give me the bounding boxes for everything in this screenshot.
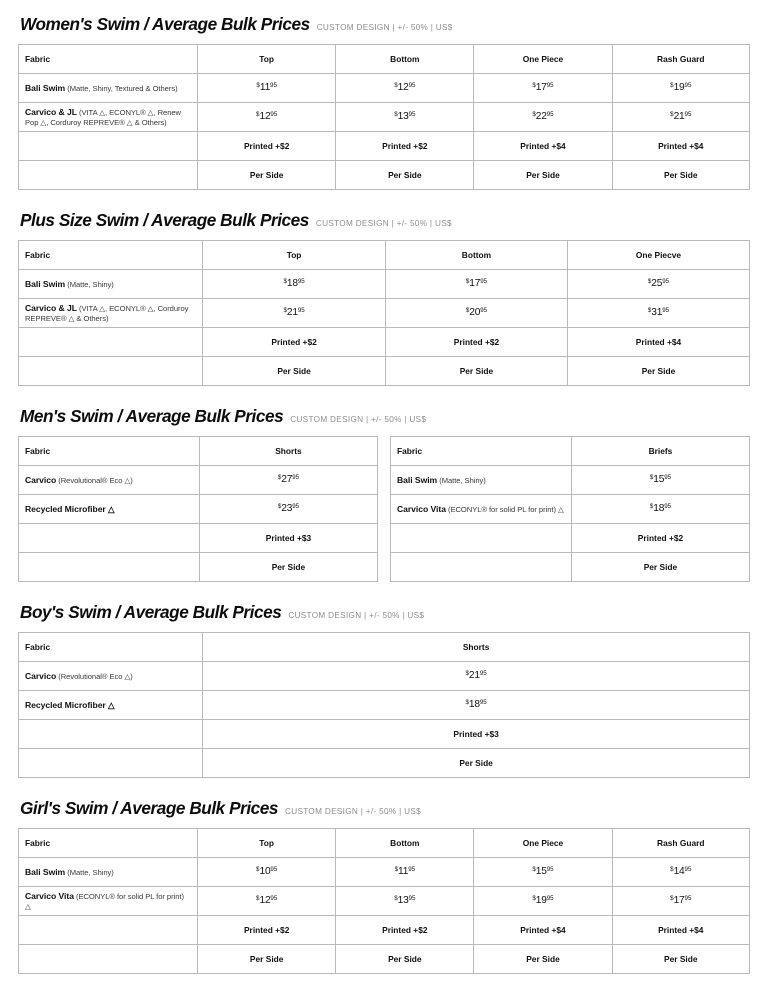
currency-symbol: $ (649, 473, 654, 481)
price-amount: 12 (397, 82, 409, 93)
column-header: Briefs (571, 437, 749, 466)
fabric-name: Carvico & JL (25, 303, 77, 313)
table-header-row (19, 829, 750, 858)
currency-symbol: $ (649, 502, 654, 510)
fabric-description: (Matte, Shiny) (65, 280, 114, 289)
price-cents: 95 (684, 110, 692, 118)
per-side-cell: Per Side (198, 161, 336, 190)
currency-symbol: $ (256, 110, 260, 118)
column-header-fabric: Fabric (19, 829, 198, 858)
fabric-cell (19, 858, 198, 887)
currency-symbol: $ (283, 277, 287, 285)
price-cents: 95 (292, 502, 300, 510)
per-side-cell: Per Side (612, 161, 749, 190)
price-cents: 95 (546, 894, 554, 902)
table-body (19, 437, 378, 582)
price-cents: 95 (662, 306, 670, 314)
currency-symbol: $ (465, 669, 469, 677)
price-amount: 11 (398, 866, 409, 877)
price-cents: 95 (546, 110, 554, 118)
table-row (19, 858, 750, 887)
per-side-cell: Per Side (336, 161, 474, 190)
printed-addon-cell: Printed +$2 (203, 328, 386, 357)
price-cell (474, 858, 612, 887)
price-cell (198, 887, 336, 916)
per-side-cell: Per Side (203, 357, 386, 386)
currency-symbol: $ (394, 81, 398, 89)
price-cell (474, 74, 612, 103)
fabric-cell (391, 466, 572, 495)
table-row (19, 662, 750, 691)
table-row (19, 74, 750, 103)
per-side-cell: Per Side (474, 161, 612, 190)
price-cents: 95 (684, 894, 692, 902)
price-cents: 95 (408, 81, 416, 89)
fabric-name: Carvico (25, 671, 57, 681)
price-cents: 95 (270, 894, 278, 902)
printed-addon-row (391, 524, 750, 553)
table-row (19, 691, 750, 720)
per-side-cell: Per Side (567, 357, 749, 386)
section-mens (18, 406, 750, 582)
fabric-description: (ECONYL® for solid PL for print) △ (25, 892, 184, 911)
table-row (19, 466, 378, 495)
column-header-fabric: Fabric (19, 45, 198, 74)
currency-symbol: $ (670, 110, 674, 118)
price-amount: 23 (281, 503, 293, 514)
currency-symbol: $ (670, 865, 674, 873)
column-header: One Piece (474, 829, 612, 858)
currency-symbol: $ (277, 502, 282, 510)
price-amount: 14 (673, 866, 685, 877)
table-row (19, 103, 750, 132)
column-header: Bottom (336, 45, 474, 74)
currency-symbol: $ (256, 865, 260, 873)
price-table-boys (18, 632, 750, 778)
column-header-fabric: Fabric (19, 241, 203, 270)
price-amount: 22 (535, 111, 547, 122)
price-cents: 95 (546, 81, 554, 89)
per-side-cell: Per Side (385, 357, 567, 386)
table-header-row (19, 633, 750, 662)
empty-cell (19, 524, 200, 553)
section-girls (18, 798, 750, 974)
price-cell (567, 299, 749, 328)
fabric-name: Carvico (25, 475, 57, 485)
price-cell (571, 466, 749, 495)
price-amount: 18 (468, 699, 480, 710)
price-cents: 95 (664, 473, 672, 481)
price-cell (199, 466, 377, 495)
fabric-name: Bali Swim (25, 279, 66, 289)
dual-table-wrap (18, 436, 750, 582)
price-amount: 19 (535, 895, 547, 906)
printed-addon-cell: Printed +$4 (474, 916, 612, 945)
currency-symbol: $ (465, 306, 470, 314)
fabric-cell (19, 691, 203, 720)
empty-cell (19, 132, 198, 161)
price-table-girls (18, 828, 750, 974)
per-side-cell: Per Side (571, 553, 749, 582)
fabric-name: Bali Swim (397, 475, 438, 485)
fabric-description: (Matte, Shiny) (437, 476, 486, 485)
fabric-cell (19, 74, 198, 103)
fabric-description: (Revolutional® Eco △) (56, 672, 133, 681)
currency-symbol: $ (394, 865, 399, 873)
fabric-cell (19, 270, 203, 299)
empty-cell (19, 328, 203, 357)
printed-addon-row (19, 132, 750, 161)
price-cents: 95 (662, 277, 670, 285)
price-amount: 13 (397, 111, 409, 122)
empty-cell (391, 553, 572, 582)
column-header: Top (203, 241, 386, 270)
column-header-fabric: Fabric (19, 437, 200, 466)
section-title: Boy's Swim / Average Bulk Prices (20, 602, 282, 622)
column-header: One Piecve (567, 241, 749, 270)
price-cents: 95 (408, 865, 416, 873)
table-header-row (19, 437, 378, 466)
price-cents: 95 (270, 865, 278, 873)
price-cell (612, 103, 749, 132)
column-header: Rash Guard (612, 829, 749, 858)
fabric-cell (19, 103, 198, 132)
price-table-plus-size (18, 240, 750, 386)
price-cell (612, 74, 749, 103)
price-table-mens-briefs (390, 436, 750, 582)
table-row (19, 495, 378, 524)
section-plus-size (18, 210, 750, 386)
fabric-description: (Matte, Shiny) (65, 868, 114, 877)
fabric-cell (19, 662, 203, 691)
currency-symbol: $ (465, 277, 470, 285)
table-row (19, 887, 750, 916)
price-cell (198, 858, 336, 887)
fabric-cell (391, 495, 572, 524)
section-title: Women's Swim / Average Bulk Prices (20, 14, 310, 34)
empty-cell (19, 916, 198, 945)
price-cents: 95 (664, 502, 672, 510)
price-cell (612, 887, 749, 916)
currency-symbol: $ (532, 894, 536, 902)
section-title: Girl's Swim / Average Bulk Prices (20, 798, 278, 818)
price-cell (612, 858, 749, 887)
price-amount: 12 (259, 895, 271, 906)
table-body (19, 45, 750, 190)
empty-cell (391, 524, 572, 553)
currency-symbol: $ (394, 894, 398, 902)
currency-symbol: $ (647, 277, 652, 285)
fabric-name: Bali Swim (25, 83, 66, 93)
printed-addon-cell: Printed +$4 (612, 916, 749, 945)
currency-symbol: $ (532, 865, 536, 873)
empty-cell (19, 945, 198, 974)
currency-symbol: $ (647, 306, 652, 314)
price-cents: 95 (292, 473, 300, 481)
price-cell (203, 662, 750, 691)
printed-addon-cell: Printed +$3 (203, 720, 750, 749)
price-cell (203, 691, 750, 720)
table-header-row (19, 241, 750, 270)
currency-symbol: $ (283, 306, 287, 314)
per-side-row (19, 553, 378, 582)
price-cell (336, 858, 474, 887)
fabric-cell (19, 495, 200, 524)
printed-addon-row (19, 328, 750, 357)
price-cell (385, 299, 567, 328)
price-cents: 95 (479, 698, 487, 706)
section-heading (18, 602, 750, 623)
section-subtitle: CUSTOM DESIGN | +/- 50% | US$ (315, 219, 452, 228)
per-side-cell: Per Side (336, 945, 474, 974)
fabric-name: Carvico Vita (25, 891, 74, 901)
per-side-cell: Per Side (474, 945, 612, 974)
price-cents: 95 (297, 306, 305, 314)
table-row (19, 299, 750, 328)
price-cents: 95 (546, 865, 554, 873)
per-side-cell: Per Side (203, 749, 750, 778)
price-amount: 19 (673, 82, 685, 93)
price-amount: 20 (469, 307, 481, 318)
price-cell (198, 74, 336, 103)
price-cents: 95 (408, 110, 416, 118)
printed-addon-row (19, 524, 378, 553)
price-amount: 13 (397, 895, 409, 906)
currency-symbol: $ (532, 110, 536, 118)
section-heading (18, 14, 750, 35)
price-amount: 17 (469, 278, 481, 289)
section-title: Plus Size Swim / Average Bulk Prices (20, 210, 309, 230)
currency-symbol: $ (394, 110, 398, 118)
empty-cell (19, 749, 203, 778)
price-cell (203, 270, 386, 299)
price-cell (199, 495, 377, 524)
column-header: Shorts (199, 437, 377, 466)
table-row (391, 495, 750, 524)
fabric-cell (19, 299, 203, 328)
per-side-row (19, 749, 750, 778)
table-header-row (391, 437, 750, 466)
section-subtitle: CUSTOM DESIGN | +/- 50% | US$ (316, 23, 453, 32)
price-cents: 95 (270, 110, 278, 118)
price-cents: 95 (684, 81, 692, 89)
price-amount: 17 (535, 82, 547, 93)
price-amount: 17 (673, 895, 685, 906)
fabric-description: (ECONYL® for solid PL for print) △ (445, 505, 564, 514)
column-header: Bottom (336, 829, 474, 858)
price-cell (336, 74, 474, 103)
price-amount: 10 (259, 866, 271, 877)
section-subtitle: CUSTOM DESIGN | +/- 50% | US$ (290, 415, 427, 424)
printed-addon-row (19, 720, 750, 749)
table-header-row (19, 45, 750, 74)
price-cents: 95 (479, 669, 487, 677)
column-header-fabric: Fabric (19, 633, 203, 662)
printed-addon-row (19, 916, 750, 945)
price-cents: 95 (408, 894, 416, 902)
column-header: Bottom (385, 241, 567, 270)
fabric-name: Recycled Microfiber △ (25, 699, 115, 710)
price-amount: 21 (468, 670, 480, 681)
currency-symbol: $ (670, 81, 674, 89)
price-cents: 95 (270, 81, 277, 89)
price-cents: 95 (684, 865, 692, 873)
price-cell (474, 887, 612, 916)
price-cell (567, 270, 749, 299)
column-header-fabric: Fabric (391, 437, 572, 466)
currency-symbol: $ (670, 894, 674, 902)
currency-symbol: $ (532, 81, 536, 89)
currency-symbol: $ (465, 698, 469, 706)
fabric-description: (VITA △, ECONYL® △, Corduroy REPREVE® △ & Others) (25, 304, 189, 323)
per-side-cell: Per Side (612, 945, 749, 974)
price-cell (336, 887, 474, 916)
printed-addon-cell: Printed +$4 (567, 328, 749, 357)
section-subtitle: CUSTOM DESIGN | +/- 50% | US$ (288, 611, 425, 620)
price-amount: 18 (286, 278, 298, 289)
price-amount: 31 (651, 307, 663, 318)
currency-symbol: $ (277, 473, 282, 481)
price-amount: 27 (281, 474, 293, 485)
printed-addon-cell: Printed +$2 (336, 916, 474, 945)
fabric-description: (Revolutional® Eco △) (56, 476, 133, 485)
fabric-cell (19, 466, 200, 495)
price-cents: 95 (297, 277, 305, 285)
price-cell (474, 103, 612, 132)
fabric-name: Bali Swim (25, 867, 66, 877)
price-amount: 11 (259, 82, 271, 93)
price-amount: 15 (535, 866, 547, 877)
per-side-row (19, 161, 750, 190)
column-header: Top (198, 829, 336, 858)
section-womens (18, 14, 750, 190)
printed-addon-cell: Printed +$2 (385, 328, 567, 357)
section-heading (18, 798, 750, 819)
price-cell (203, 299, 386, 328)
per-side-cell: Per Side (198, 945, 336, 974)
section-heading (18, 406, 750, 427)
printed-addon-cell: Printed +$2 (198, 132, 336, 161)
section-heading (18, 210, 750, 231)
fabric-name: Carvico & JL (25, 107, 77, 117)
price-cents: 95 (480, 306, 488, 314)
currency-symbol: $ (256, 894, 260, 902)
table-row (391, 466, 750, 495)
printed-addon-cell: Printed +$2 (571, 524, 749, 553)
column-header: Top (198, 45, 336, 74)
section-boys (18, 602, 750, 778)
price-cell (571, 495, 749, 524)
price-cents: 95 (480, 277, 488, 285)
table-body (19, 633, 750, 778)
price-amount: 18 (653, 503, 665, 514)
printed-addon-cell: Printed +$4 (612, 132, 749, 161)
empty-cell (19, 553, 200, 582)
price-amount: 25 (651, 278, 663, 289)
printed-addon-cell: Printed +$2 (336, 132, 474, 161)
empty-cell (19, 357, 203, 386)
per-side-row (19, 357, 750, 386)
column-header: Shorts (203, 633, 750, 662)
price-cell (198, 103, 336, 132)
per-side-cell: Per Side (199, 553, 377, 582)
price-amount: 21 (673, 111, 685, 122)
empty-cell (19, 720, 203, 749)
section-title: Men's Swim / Average Bulk Prices (20, 406, 284, 426)
table-row (19, 270, 750, 299)
fabric-description: (Matte, Shiny, Textured & Others) (65, 84, 178, 93)
per-side-row (391, 553, 750, 582)
per-side-row (19, 945, 750, 974)
price-amount: 15 (653, 474, 665, 485)
price-table-mens-shorts (18, 436, 378, 582)
printed-addon-cell: Printed +$4 (474, 132, 612, 161)
table-body (19, 241, 750, 386)
table-body (19, 829, 750, 974)
currency-symbol: $ (256, 81, 260, 89)
empty-cell (19, 161, 198, 190)
fabric-name: Recycled Microfiber △ (25, 503, 115, 514)
price-amount: 21 (286, 307, 298, 318)
fabric-description: (VITA △, ECONYL® △, Renew Pop △, Corduroy REPREVE® △ & Others) (25, 108, 181, 127)
column-header: One Piece (474, 45, 612, 74)
table-body (391, 437, 750, 582)
column-header: Rash Guard (612, 45, 749, 74)
price-cell (336, 103, 474, 132)
fabric-name: Carvico Vita (397, 504, 446, 514)
price-amount: 12 (259, 111, 271, 122)
price-table-womens (18, 44, 750, 190)
section-subtitle: CUSTOM DESIGN | +/- 50% | US$ (285, 807, 421, 816)
printed-addon-cell: Printed +$2 (198, 916, 336, 945)
price-cell (385, 270, 567, 299)
printed-addon-cell: Printed +$3 (199, 524, 377, 553)
fabric-cell (19, 887, 198, 916)
